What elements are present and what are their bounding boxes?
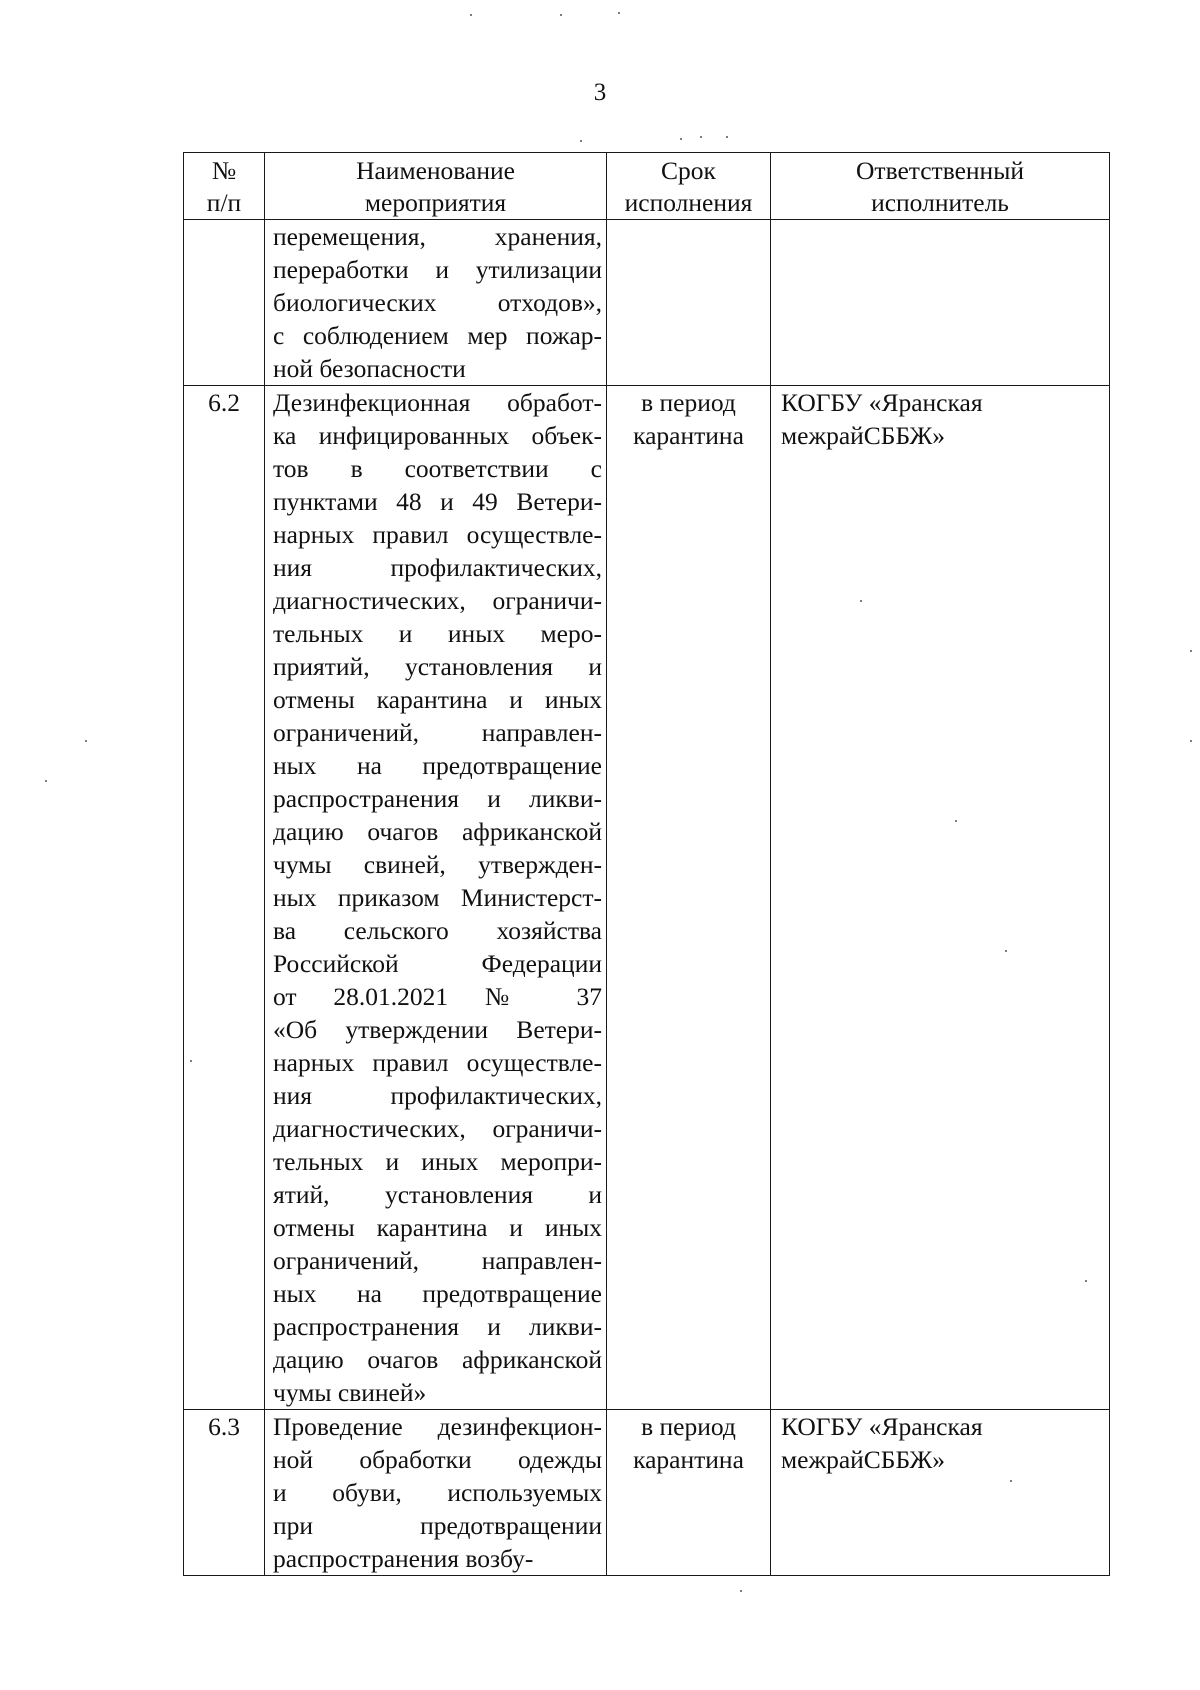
row-number: [184, 220, 265, 386]
activity-responsible-line: межрайСББЖ»: [781, 1445, 946, 1474]
activity-name-line: нарных правил осуществле-: [273, 520, 602, 549]
scan-speck: [700, 136, 702, 138]
activity-responsible: [771, 1410, 1110, 1576]
table-header-row: [184, 153, 1110, 220]
table-row: [184, 220, 1110, 386]
header-term-line: исполнения: [624, 188, 753, 217]
activity-name-line: ка инфицированных объек-: [273, 421, 602, 450]
activity-name: [265, 220, 607, 386]
activities-table: [183, 152, 1110, 1576]
activity-name-line: пунктами 48 и 49 Ветери-: [273, 487, 602, 516]
activity-name-line: биологических отходов»,: [273, 288, 602, 317]
activity-responsible: [771, 220, 1110, 386]
scan-speck: [680, 138, 682, 140]
activity-name-line: переработки и утилизации: [273, 255, 602, 284]
activity-name-line: ной обработки одежды: [273, 1445, 602, 1474]
scan-speck: [45, 780, 47, 782]
scan-speck: [560, 14, 562, 16]
header-number: [184, 153, 265, 220]
activity-name-line: ных приказом Министерст-: [273, 883, 602, 912]
activity-term: [607, 1410, 771, 1576]
activity-name-line: ных на предотвращение: [273, 1279, 602, 1308]
scan-speck: [85, 740, 87, 742]
header-name: [265, 153, 607, 220]
row-number: 6.3: [184, 1410, 265, 1576]
activity-name-line: Российской Федерации: [273, 949, 602, 978]
activity-name-line: диагностических, ограничи-: [273, 586, 602, 615]
activity-name-line: отмены карантина и иных: [273, 1213, 602, 1242]
activity-name: [265, 1410, 607, 1576]
activity-term: [607, 220, 771, 386]
scan-speck: [1190, 650, 1192, 652]
header-name-line: мероприятия: [364, 188, 507, 217]
activity-name-line: ограничений, направлен-: [273, 1246, 602, 1275]
activity-name-line: чумы свиней, утвержден-: [273, 850, 602, 879]
activity-name-line: ния профилактических,: [273, 553, 602, 582]
activity-responsible-line: КОГБУ «Яранская: [781, 388, 983, 417]
activity-name-line: Проведение дезинфекцион-: [273, 1412, 602, 1441]
scan-speck: [470, 14, 472, 16]
activity-name-line: с соблюдением мер пожар-: [273, 321, 602, 350]
table-row: [184, 1410, 1110, 1576]
activity-name-line: тельных и иных меро-: [273, 619, 602, 648]
header-responsible-line: исполнитель: [871, 188, 1009, 217]
activity-name-line: «Об утверждении Ветери-: [273, 1015, 602, 1044]
activity-name-line: распространения и ликви-: [273, 784, 602, 813]
page-number: 3: [593, 79, 607, 106]
activity-name-line: ной безопасности: [273, 354, 466, 383]
activity-name-line: распространения и ликви-: [273, 1312, 602, 1341]
activity-name-line: дацию очагов африканской: [273, 817, 602, 846]
activity-term-line: карантина: [633, 1445, 744, 1474]
header-term-line: Срок: [661, 156, 716, 185]
activity-name-line: дацию очагов африканской: [273, 1345, 602, 1374]
activity-name: [265, 386, 607, 1410]
activity-name-line: ва сельского хозяйства: [273, 916, 602, 945]
activity-responsible-line: КОГБУ «Яранская: [781, 1412, 983, 1441]
header-responsible-line: Ответственный: [856, 156, 1024, 185]
scan-speck: [740, 1590, 742, 1592]
activity-name-line: ния профилактических,: [273, 1081, 602, 1110]
activity-name-line: ограничений, направлен-: [273, 718, 602, 747]
scan-speck: [726, 136, 728, 138]
activity-name-line: чумы свиней»: [273, 1378, 427, 1407]
header-term: [607, 153, 771, 220]
table-row: [184, 386, 1110, 1410]
header-responsible: [771, 153, 1110, 220]
activity-name-line: перемещения, хранения,: [273, 222, 602, 251]
activity-name-line: отмены карантина и иных: [273, 685, 602, 714]
scan-speck: [618, 12, 620, 14]
activity-name-line: тельных и иных меропри-: [273, 1147, 602, 1176]
activity-name-line: ных на предотвращение: [273, 751, 602, 780]
activity-name-line: Дезинфекционная обработ-: [273, 388, 602, 417]
activity-responsible-line: межрайСББЖ»: [781, 421, 946, 450]
activity-name-line: нарных правил осуществле-: [273, 1048, 602, 1077]
activity-name-line: диагностических, ограничи-: [273, 1114, 602, 1143]
activity-name-line: от 28.01.2021 № 37: [273, 982, 602, 1011]
activity-name-line: приятий, установления и: [273, 652, 602, 681]
header-number-line: п/п: [206, 188, 242, 217]
header-number-line: №: [211, 156, 237, 185]
activity-term: [607, 386, 771, 1410]
activity-name-line: при предотвращении: [273, 1511, 602, 1540]
activity-name-line: распространения возбу-: [273, 1544, 534, 1573]
activity-term-line: карантина: [633, 421, 744, 450]
row-number: 6.2: [184, 386, 265, 1410]
activity-name-line: ятий, установления и: [273, 1180, 602, 1209]
scan-speck: [1190, 740, 1192, 742]
activity-term-line: в период: [641, 388, 736, 417]
activity-name-line: и обуви, используемых: [273, 1478, 602, 1507]
activity-responsible: [771, 386, 1110, 1410]
scan-speck: [580, 140, 582, 142]
header-name-line: Наименование: [356, 156, 515, 185]
activity-term-line: в период: [641, 1412, 736, 1441]
activity-name-line: тов в соответствии с: [273, 454, 602, 483]
